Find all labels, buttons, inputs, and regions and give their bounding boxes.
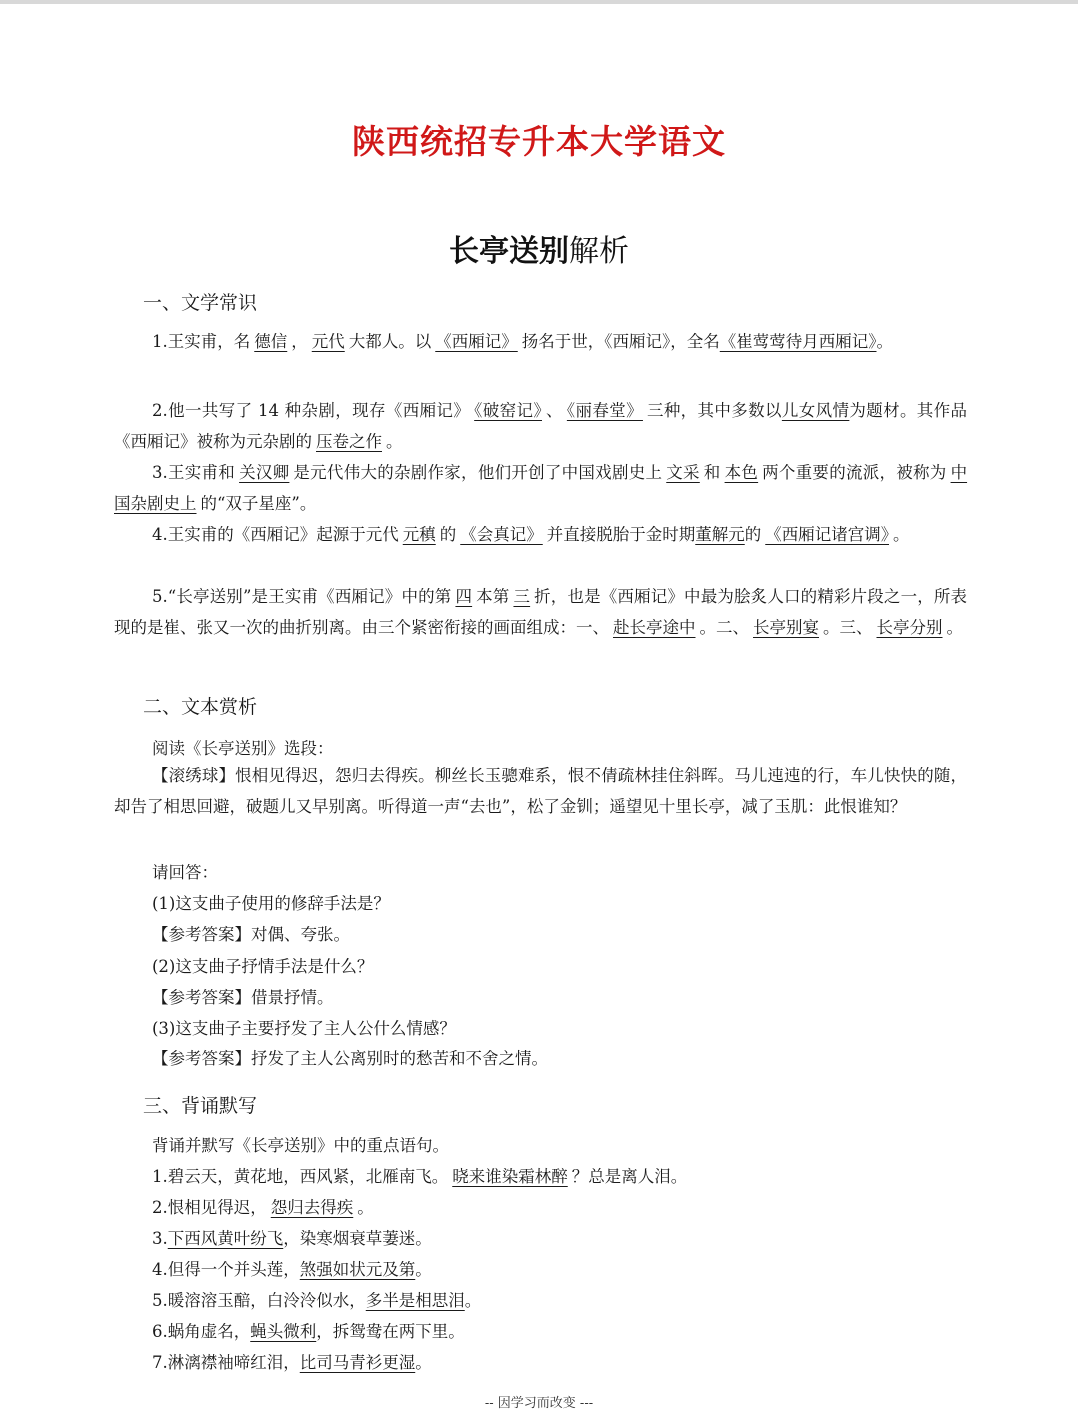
reading-intro: 阅读《长亭送别》选段： <box>152 739 334 758</box>
reading-passage: 【滚绣球】恨相见得迟，怨归去得疾。柳丝长玉骢难系，恨不倩疏林挂住斜晖。马儿迍迍的行，车儿快快的随，却告了相思回避，破题儿又早别离。听得道一声“去也”，松了金钏；遥望见十里长亭，减了玉肌：此恨谁知？ <box>114 766 967 816</box>
question-4: 4.王实甫的《西厢记》起源于元代 元稹 的 《会真记》 并直接脱胎于金时期董解元的 《西厢记诸宫调》 。 <box>152 525 910 544</box>
answer-blank: 《丽春堂》 <box>566 401 643 420</box>
recite-line-6: 6.蜗角虚名，蝇头微利，拆鸳鸯在两下里。 <box>152 1322 465 1341</box>
answer-prompt: 请回答： <box>152 863 218 882</box>
section-heading-literary-knowledge: 一、文学常识 <box>143 292 258 314</box>
reference-answer: 【参考答案】借景抒情。 <box>152 988 334 1007</box>
recite-line-1: 1.碧云天，黄花地，西风紧，北雁南飞。 晓来谁染霜林醉 ？总是离人泪。 <box>152 1167 688 1186</box>
answer-blank: 四 <box>455 587 473 606</box>
recite-line-2: 2.恨相见得迟， 怨归去得疾 。 <box>152 1198 374 1217</box>
answer-blank: 关汉卿 <box>239 463 290 482</box>
section-heading-text-appreciation: 二、文本赏析 <box>143 696 258 718</box>
answer-blank: 三 <box>513 587 531 606</box>
question-1: 1.王实甫，名 德信 ， 元代 大都人。以 《西厢记》 扬名于世，《西厢记》，全名《崔莺莺待月西厢记》。 <box>152 332 893 351</box>
recite-line-4: 4.但得一个并头莲，煞强如状元及第。 <box>152 1260 432 1279</box>
answer-blank: 比司马青衫更湿 <box>299 1353 416 1372</box>
reference-answer: 【参考答案】对偶、夸张。 <box>152 925 350 944</box>
document-title-main: 长亭送别 <box>449 234 569 269</box>
answer-blank: 蝇头微利 <box>250 1322 317 1341</box>
recite-intro: 背诵并默写《长亭送别》中的重点语句。 <box>152 1136 449 1155</box>
document-title <box>0 226 1078 270</box>
question-2: 2.他一共写了 14 种杂剧，现存《西厢记》 《破窑记》 、 《丽春堂》 三种，其中多数以儿女风情为题材。其作品《西厢记》被称为元杂剧的 压卷之作 。 <box>114 401 968 451</box>
answer-blank: 怨归去得疾 <box>270 1198 354 1217</box>
answer-blank: 董解元 <box>695 525 745 544</box>
answer-blank: 元代 <box>311 332 345 351</box>
question-rhetoric: (1)这支曲子使用的修辞手法是？ <box>152 894 390 913</box>
question-emotion: (3)这支曲子主要抒发了主人公什么情感？ <box>152 1019 456 1038</box>
question-3: 3.王实甫和 关汉卿 是元代伟大的杂剧作家，他们开创了中国戏剧史上 文采 和 本色 两个重要的流派，被称为 中国杂剧史上 的“双子星座”。 <box>114 463 968 513</box>
page-footer: -- 因学习而改变 --- <box>484 1396 594 1411</box>
reference-answer: 【参考答案】抒发了主人公离别时的愁苦和不舍之情。 <box>152 1049 548 1068</box>
answer-blank: 《崔莺莺待月西厢记》 <box>719 332 877 351</box>
answer-blank: 压卷之作 <box>316 432 382 451</box>
answer-blank: 长亭分别 <box>876 618 943 637</box>
answer-blank: 中国杂剧史上 <box>114 463 968 513</box>
recite-line-5: 5.暖溶溶玉醅，白泠泠似水，多半是相思泪。 <box>152 1291 482 1310</box>
answer-blank: 多半是相思泪 <box>365 1291 465 1310</box>
answer-blank: 下西风黄叶纷飞 <box>167 1229 284 1248</box>
recite-line-3: 3.下西风黄叶纷飞，染寒烟衰草萋迷。 <box>152 1229 432 1248</box>
answer-blank: 元稹 <box>402 525 436 544</box>
answer-blank: 晓来谁染霜林醉 <box>452 1167 568 1186</box>
answer-blank: 《西厢记诸宫调》 <box>765 525 889 544</box>
answer-blank: 长亭别宴 <box>753 618 819 637</box>
answer-blank: 赴长亭途中 <box>613 618 696 637</box>
document-title-suffix: 解析 <box>569 234 629 269</box>
answer-blank: 煞强如状元及第 <box>299 1260 416 1279</box>
answer-blank: 《西厢记》 <box>435 332 518 351</box>
answer-blank: 《会真记》 <box>460 525 543 544</box>
recite-line-7: 7.淋漓襟袖啼红泪，比司马青衫更湿。 <box>152 1353 432 1372</box>
answer-blank: 儿女风情 <box>781 401 850 420</box>
question-5: 5.“长亭送别”是王实甫《西厢记》中的第 四 本第 三 折，也是《西厢记》中最为脍炙人口的精彩片段之一，所表现的是崔、张又一次的曲折别离。由三个紧密衔接的画面组成：一、 赴长亭途中 。二、 长亭别宴 。三、 长亭分别 。 <box>114 587 968 637</box>
answer-blank: 德信 <box>254 332 288 351</box>
page-header-title: 陕西统招专升本大学语文 <box>352 122 726 161</box>
top-border <box>0 0 1078 4</box>
answer-blank: 本色 <box>724 463 759 482</box>
answer-blank: 文采 <box>666 463 700 482</box>
answer-blank: 《破窑记》 <box>474 401 542 420</box>
question-lyric-technique: (2)这支曲子抒情手法是什么？ <box>152 957 374 976</box>
section-heading-recitation: 三、背诵默写 <box>143 1095 258 1117</box>
